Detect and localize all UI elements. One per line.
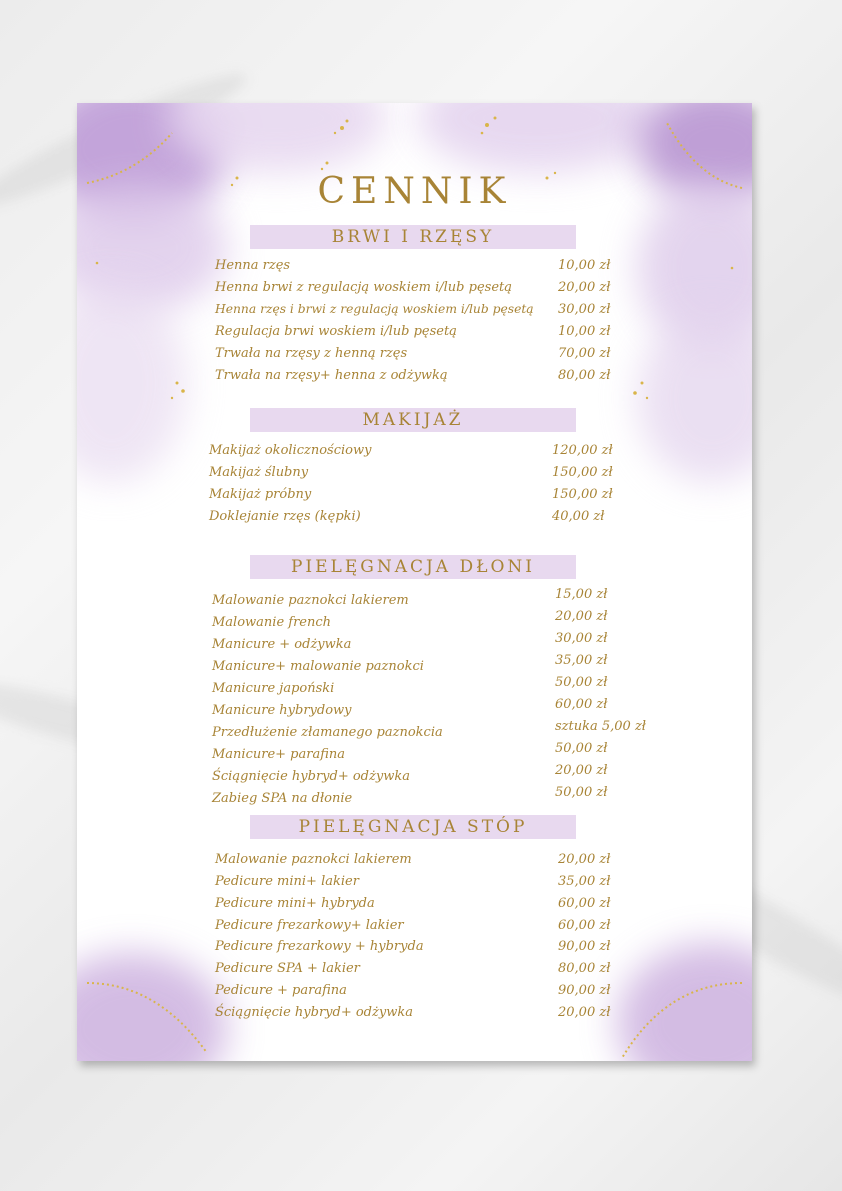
section-heading-pielegnacja-stop: PIELĘGNACJA STÓP <box>250 815 576 839</box>
service-name: Henna brwi z regulacją woskiem i/lub pęsetą <box>215 280 512 295</box>
service-name: Trwała na rzęsy z henną rzęs <box>215 346 408 361</box>
service-price: 15,00 zł <box>555 587 608 602</box>
service-name: Henna rzęs <box>215 258 291 273</box>
service-name: Zabieg SPA na dłonie <box>212 791 353 806</box>
service-name: Makijaż próbny <box>209 487 312 502</box>
service-price: 50,00 zł <box>555 785 608 800</box>
service-name: Doklejanie rzęs (kępki) <box>209 509 361 524</box>
service-price: 20,00 zł <box>555 609 608 624</box>
service-name: Malowanie paznokci lakierem <box>215 852 412 867</box>
service-name: Pedicure mini+ hybryda <box>215 896 375 911</box>
service-name: Pedicure mini+ lakier <box>215 874 359 889</box>
service-price: 50,00 zł <box>555 741 608 756</box>
service-name: Regulacja brwi woskiem i/lub pęsetą <box>215 324 457 339</box>
service-name: Przedłużenie złamanego paznokcia <box>212 725 443 740</box>
service-name: Ściągnięcie hybryd+ odżywka <box>212 769 410 784</box>
service-name: Makijaż ślubny <box>209 465 309 480</box>
service-price: 60,00 zł <box>558 896 611 911</box>
service-price: 60,00 zł <box>555 697 608 712</box>
service-name: Makijaż okolicznościowy <box>209 443 372 458</box>
price-list-sheet <box>77 103 752 1061</box>
service-name: Manicure hybrydowy <box>212 703 352 718</box>
service-price: 80,00 zł <box>558 961 611 976</box>
service-price: 10,00 zł <box>558 258 611 273</box>
section-heading-brwi-rzesy: BRWI I RZĘSY <box>250 225 576 249</box>
service-price: 50,00 zł <box>555 675 608 690</box>
service-name: Manicure + odżywka <box>212 637 352 652</box>
service-price: 40,00 zł <box>552 509 605 524</box>
service-price: 70,00 zł <box>558 346 611 361</box>
service-price: 20,00 zł <box>558 852 611 867</box>
service-name: Manicure japoński <box>212 681 335 696</box>
service-price: 10,00 zł <box>558 324 611 339</box>
service-price: 150,00 zł <box>552 487 613 502</box>
service-name: Pedicure frezarkowy + hybryda <box>215 939 424 954</box>
service-price: 30,00 zł <box>558 302 611 317</box>
service-price: 20,00 zł <box>555 763 608 778</box>
service-price: 20,00 zł <box>558 280 611 295</box>
service-name: Manicure+ malowanie paznokci <box>212 659 424 674</box>
service-name: Pedicure + parafina <box>215 983 347 998</box>
section-heading-makijaz: MAKIJAŻ <box>250 408 576 432</box>
service-name: Malowanie paznokci lakierem <box>212 593 409 608</box>
service-name: Trwała na rzęsy+ henna z odżywką <box>215 368 448 383</box>
service-price: 30,00 zł <box>555 631 608 646</box>
service-name: Malowanie french <box>212 615 332 630</box>
service-name: Ściągnięcie hybryd+ odżywka <box>215 1005 413 1020</box>
service-name: Pedicure SPA + lakier <box>215 961 360 976</box>
service-price: 20,00 zł <box>558 1005 611 1020</box>
page-title: CENNIK <box>317 171 512 212</box>
service-price: 90,00 zł <box>558 983 611 998</box>
service-price: sztuka 5,00 zł <box>555 719 647 734</box>
service-name: Henna rzęs i brwi z regulacją woskiem i/lub pęsetą <box>215 302 534 316</box>
service-price: 150,00 zł <box>552 465 613 480</box>
service-price: 60,00 zł <box>558 918 611 933</box>
service-price: 90,00 zł <box>558 939 611 954</box>
service-price: 80,00 zł <box>558 368 611 383</box>
service-price: 35,00 zł <box>555 653 608 668</box>
service-name: Manicure+ parafina <box>212 747 346 762</box>
service-price: 35,00 zł <box>558 874 611 889</box>
service-price: 120,00 zł <box>552 443 613 458</box>
section-heading-pielegnacja-dloni: PIELĘGNACJA DŁONI <box>250 555 576 579</box>
service-name: Pedicure frezarkowy+ lakier <box>215 918 404 933</box>
